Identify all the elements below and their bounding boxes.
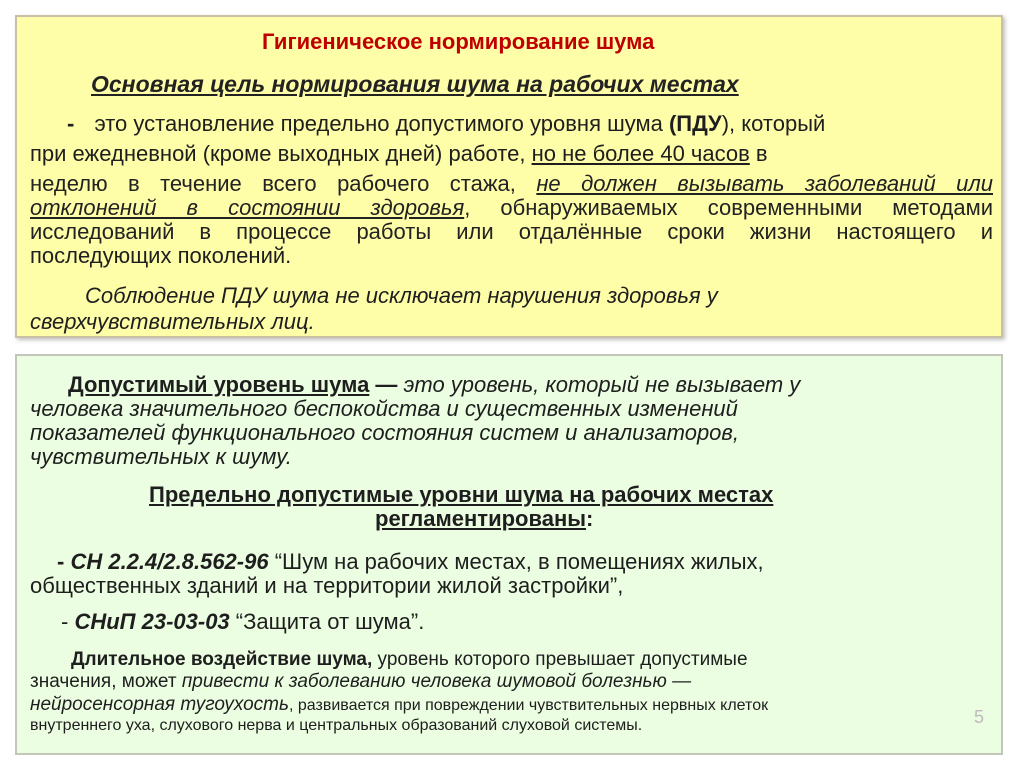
doc2-dash: -: [61, 609, 75, 634]
doc2-code: СНиП 23-03-03: [74, 609, 230, 634]
doc1-line-2: общественных зданий и на территории жилой застройки”,: [30, 573, 624, 598]
goal-line-3-a: неделю в течение всего рабочего стажа,: [30, 171, 537, 196]
doc2-title: “Защита от шума”.: [229, 609, 425, 634]
pdu-abbr: (ПДУ: [668, 111, 722, 136]
compliance-line-2: сверхчувствительных лиц.: [30, 309, 315, 334]
goal-line-3: [30, 173, 993, 195]
forty-hours: но не более 40 часов: [531, 141, 750, 166]
goal-line-1: [67, 113, 825, 135]
long-exposure-line-2-b: привести к заболеванию человека шумовой болезнью —: [181, 671, 692, 692]
goal-panel: [15, 15, 1003, 338]
goal-heading: Основная цель нормирования шума на рабочих местах: [91, 71, 739, 97]
regulation-heading-line-1: Предельно допустимые уровни шума на рабочих местах: [149, 482, 774, 507]
regulated-colon: :: [586, 506, 594, 531]
goal-line-1-c: ), который: [721, 111, 826, 136]
goal-line-5: исследований в процессе работы или отдалённые сроки жизни настоящего и: [30, 219, 993, 244]
doc1-title-a: “Шум на рабочих местах, в помещениях жилых,: [268, 549, 764, 574]
compliance-line-1: Соблюдение ПДУ шума не исключает нарушения здоровья у: [85, 283, 718, 308]
definition-line-1: [68, 374, 800, 396]
goal-line-4: [30, 197, 993, 219]
long-exposure-bold: Длительное воздействие шума,: [71, 649, 373, 670]
long-exposure-line-3-b: , развивается при повреждении чувствительных нервных клеток: [289, 697, 769, 714]
long-exposure-line-1-rest: уровень которого превышает допустимые: [372, 649, 748, 670]
definition-line-1-rest: это уровень, который не вызывает у: [403, 372, 801, 397]
page-number: 5: [973, 707, 984, 727]
levels-panel: [15, 354, 1003, 755]
definition-line-3: показателей функционального состояния систем и анализаторов,: [30, 420, 740, 445]
regulation-heading-line-2: [375, 508, 593, 530]
no-disease-a: не должен вызывать заболеваний или: [536, 171, 994, 196]
doc1-dash: -: [57, 549, 71, 574]
goal-line-6: последующих поколений.: [30, 243, 292, 268]
goal-line-2: [30, 143, 768, 165]
sensorineural-term: нейросенсорная тугоухость: [30, 694, 290, 715]
doc1-code: СН 2.2.4/2.8.562-96: [70, 549, 269, 574]
long-exposure-line-2: [30, 672, 691, 691]
long-exposure-line-4: внутреннего уха, слухового нерва и центральных образований слуховой системы.: [30, 717, 643, 734]
definition-line-4: чувствительных к шуму.: [30, 444, 292, 469]
long-exposure-line-3: [30, 695, 768, 714]
definition-term: Допустимый уровень шума: [68, 372, 370, 397]
goal-line-2-a: при ежедневной (кроме выходных дней) работе,: [30, 141, 532, 166]
goal-line-1-a: это установление предельно допустимого уровня шума: [94, 111, 669, 136]
long-exposure-line-2-a: значения, может: [30, 671, 182, 692]
regulated-word: регламентированы: [375, 506, 587, 531]
goal-line-2-c: в: [749, 141, 768, 166]
doc1-line-1: [57, 551, 764, 573]
no-disease-b: отклонений в состоянии здоровья: [30, 195, 465, 220]
definition-dash: —: [369, 372, 404, 397]
slide-title: Гигиеническое нормирование шума: [262, 29, 655, 54]
definition-line-2: человека значительного беспокойства и существенных изменений: [30, 396, 738, 421]
doc2-line: [61, 611, 424, 633]
goal-line-4-b: , обнаруживаемых современными методами: [464, 195, 993, 220]
goal-dash: -: [67, 111, 75, 136]
long-exposure-line-1: [71, 650, 748, 669]
